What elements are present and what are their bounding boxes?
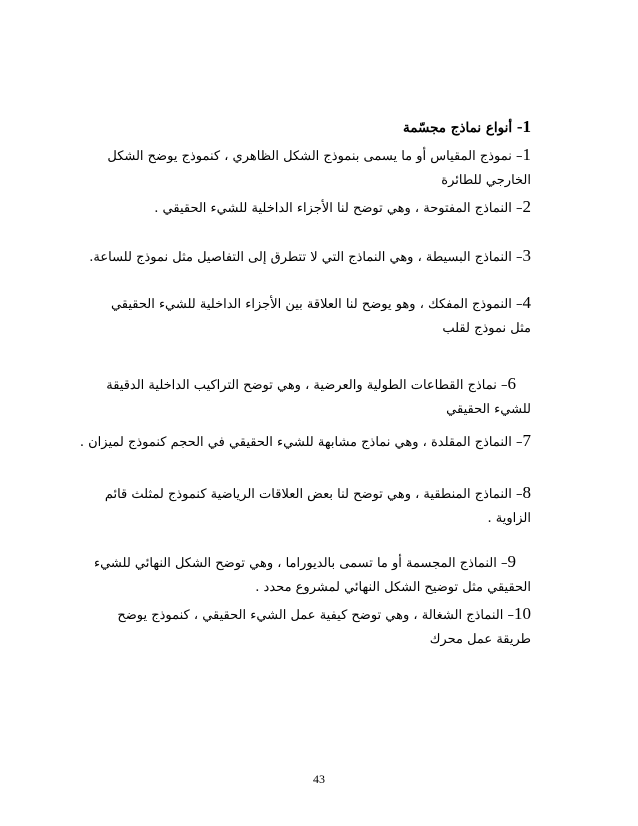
item-1-line-2 (101, 168, 531, 194)
item-3 (89, 243, 531, 271)
item-text: للشيء الحقيقي (446, 402, 531, 417)
item-10-line-2 (101, 627, 531, 653)
item-text: – النماذج المجسمة أو ما تسمى بالديوراما ، وهي توضح الشكل النهائي للشيء (93, 556, 508, 571)
item-text: – النماذج المفتوحة ، وهي توضح لنا الأجزاء الداخلية للشيء الحقيقي . (154, 201, 523, 216)
item-9-line-1 (86, 549, 516, 577)
item-number: 10 (514, 604, 531, 623)
item-text: – النماذج المقلدة ، وهي نماذج مشابهة للشيء الحقيقي في الحجم كنموذج لميزان . (79, 435, 523, 450)
item-text: طريقة عمل محرك (429, 632, 531, 647)
item-number: 8 (522, 483, 531, 502)
item-number: 3 (522, 246, 531, 265)
item-8-line-2 (101, 506, 531, 532)
page-number: 43 (313, 772, 325, 786)
section-heading (101, 114, 531, 141)
item-text: – النموذج المفكك ، وهو يوضح لنا العلاقة بين الأجزاء الداخلية للشيء الحقيقي (110, 297, 523, 312)
item-text: – نموذج المقياس أو ما يسمى بنموذج الشكل الظاهري ، كنموذج يوضح الشكل (107, 149, 523, 164)
item-text: الزاوية . (487, 511, 531, 526)
item-number: 4 (522, 293, 531, 312)
item-4-line-2 (101, 316, 531, 342)
heading-text: أنواع نماذج مجسّمة (403, 120, 513, 136)
item-4-line-1 (101, 290, 531, 318)
item-text: مثل نموذج لقلب (442, 321, 531, 336)
item-number: 1 (522, 145, 531, 164)
item-number: 7 (522, 431, 531, 450)
item-6-line-2 (101, 397, 531, 423)
item-10-line-1 (101, 601, 531, 629)
item-9-line-2 (101, 575, 531, 601)
item-text: – النماذج البسيطة ، وهي النماذج التي لا تتطرق إلى التفاصيل مثل نموذج للساعة. (89, 250, 523, 265)
item-6-line-1 (86, 371, 516, 399)
item-2 (101, 194, 531, 222)
item-8-line-1 (101, 480, 531, 508)
item-text: الخارجي للطائرة (441, 173, 531, 188)
heading-number: 1- (516, 117, 531, 136)
item-7 (79, 428, 531, 456)
item-number: 2 (522, 197, 531, 216)
item-number: 6 (507, 374, 516, 393)
item-text: الحقيقي مثل توضيح الشكل النهائي لمشروع محدد . (255, 580, 531, 595)
item-number: 9 (507, 552, 516, 571)
item-1-line-1 (101, 142, 531, 170)
item-text: – النماذج الشغالة ، وهي توضح كيفية عمل الشيء الحقيقي ، كنموذج يوضح (117, 608, 514, 623)
item-text: – النماذج المنطقية ، وهي توضح لنا بعض العلاقات الرياضية كنموذج لمثلث قائم (104, 487, 523, 502)
item-text: – نماذج القطاعات الطولية والعرضية ، وهي توضح التراكيب الداخلية الدقيقة (106, 378, 508, 393)
